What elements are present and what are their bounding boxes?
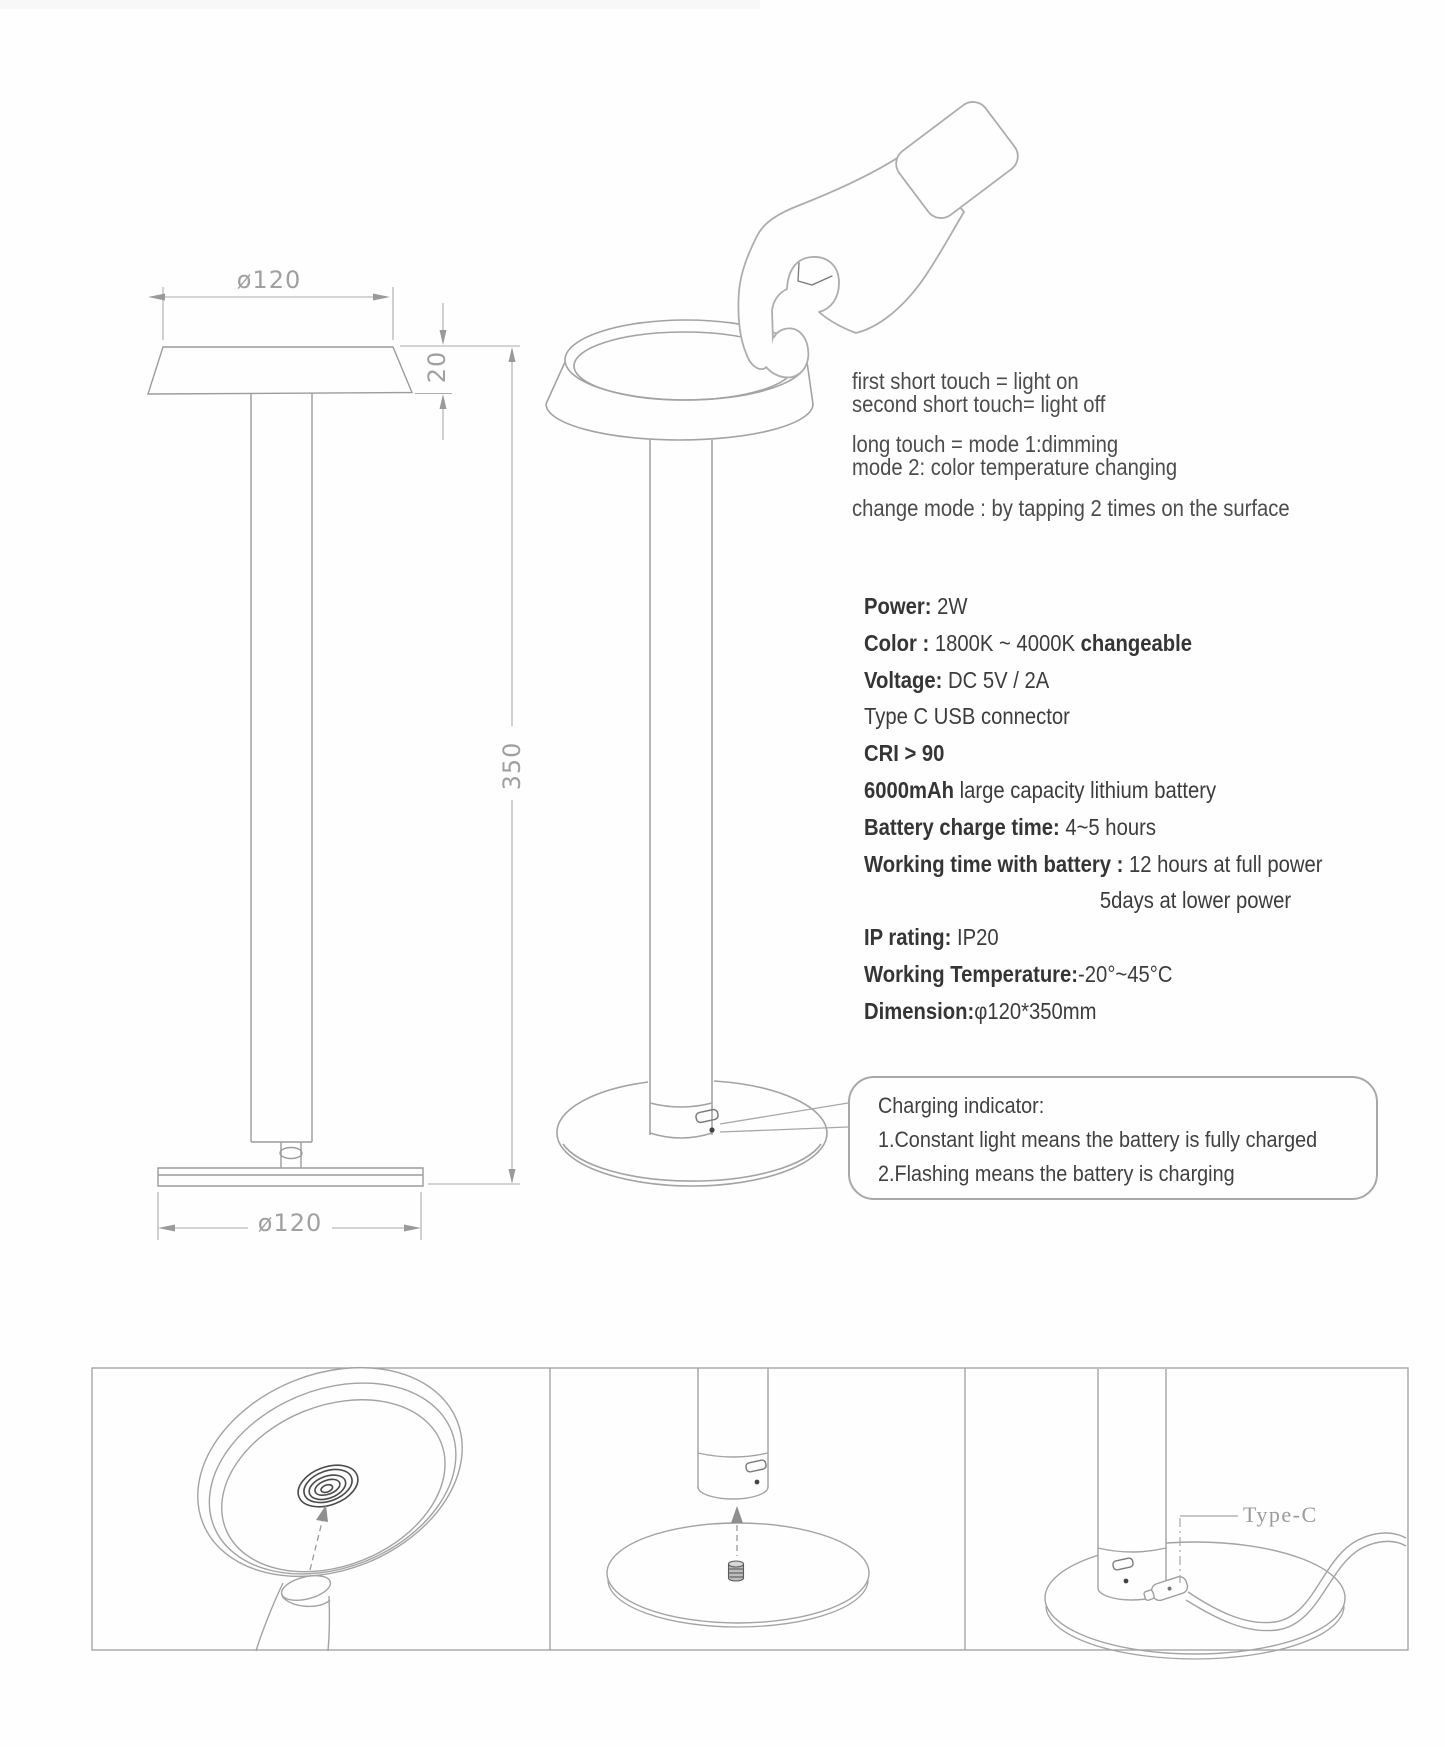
spec-line: 6000mAh large capacity lithium battery xyxy=(864,776,1217,803)
base-bottom-arc xyxy=(557,1133,827,1186)
perspective-lamp-drawing xyxy=(546,320,827,1186)
front-view-drawing xyxy=(148,347,423,1186)
usb-port-center xyxy=(695,1109,719,1123)
collar-top-curve xyxy=(650,1103,712,1107)
dimension-label-total-height: 350 xyxy=(498,741,526,791)
hand-touch-illustration xyxy=(738,96,1024,378)
base-rim-line xyxy=(563,1144,821,1181)
panel-typec-charging xyxy=(1045,1369,1406,1659)
assembly-arrow-panel2 xyxy=(731,1506,743,1556)
panel-base-assembly xyxy=(607,1368,869,1627)
spec-line: Working Temperature:-20°~45°C xyxy=(864,960,1173,987)
spec-line: Power: 2W xyxy=(864,593,968,619)
collar-bottom-curve xyxy=(650,1133,712,1138)
lamp-head-outline xyxy=(148,347,412,394)
spec-line: Dimension:φ120*350mm xyxy=(864,997,1097,1024)
led-dot-panel3 xyxy=(1124,1579,1129,1584)
base-top-arc-left xyxy=(557,1082,648,1133)
dimension-label-base-diameter: ø120 xyxy=(257,1209,323,1237)
led-indicator-dot xyxy=(709,1127,714,1132)
base-top-arc-right xyxy=(714,1081,827,1133)
head-bottom-arc xyxy=(546,404,813,440)
head-side-right xyxy=(807,362,813,404)
spec-list xyxy=(864,588,1323,1030)
dimension-lines xyxy=(150,287,520,1240)
spec-line: CRI > 90 xyxy=(864,740,945,767)
head-side-left xyxy=(546,362,565,404)
pole-piece-panel1 xyxy=(256,1571,333,1651)
typec-port-label: Type-C xyxy=(1243,1502,1318,1527)
panel2-base-rim xyxy=(608,1580,868,1627)
instruction-line: second short touch= light off xyxy=(852,391,1106,417)
touch-instructions xyxy=(852,370,1105,416)
base-plate-outline xyxy=(158,1168,423,1186)
spec-line: Battery charge time: 4~5 hours xyxy=(864,813,1156,840)
dimension-arrowheads xyxy=(148,294,516,1232)
spec-line: IP rating: IP20 xyxy=(864,924,999,951)
callout-line: 2.Flashing means the battery is charging xyxy=(878,1161,1235,1186)
spec-line: Type C USB connector xyxy=(864,703,1070,730)
panel-head-underside xyxy=(166,1330,493,1651)
typec-label-leader xyxy=(1180,1516,1238,1583)
panel3-base-rim xyxy=(1046,1606,1344,1659)
instruction-line: long touch = mode 1:dimming xyxy=(852,431,1119,457)
spec-line: 5days at lower power xyxy=(1099,887,1292,914)
callout-line: 1.Constant light means the battery is fully charged xyxy=(878,1127,1318,1152)
change-mode-instruction xyxy=(852,497,1290,520)
callout-leader-lines xyxy=(720,1103,848,1132)
panel3-base xyxy=(1045,1542,1345,1654)
mounting-screw xyxy=(729,1561,744,1581)
spec-line: Color : 1800K ~ 4000K changeable xyxy=(864,629,1192,656)
spec-line: Working time with battery : 12 hours at full power xyxy=(864,850,1323,877)
callout-text xyxy=(878,1089,1318,1191)
instruction-line: change mode : by tapping 2 times on the surface xyxy=(852,495,1290,521)
pole-port-oval xyxy=(280,1148,302,1159)
led-dot-panel2 xyxy=(755,1480,760,1485)
callout-title: Charging indicator: xyxy=(878,1093,1045,1118)
mode-instructions xyxy=(852,433,1177,479)
charging-indicator-callout xyxy=(848,1076,1378,1200)
instruction-line: first short touch = light on xyxy=(852,368,1079,394)
charging-cable xyxy=(1186,1533,1406,1631)
knuckle-crease-line xyxy=(798,263,832,285)
instruction-line: mode 2: color temperature changing xyxy=(852,454,1178,480)
dimension-label-head-height: 20 xyxy=(423,350,451,384)
spec-line: Voltage: DC 5V / 2A xyxy=(864,666,1050,693)
usb-port-panel2 xyxy=(745,1460,766,1473)
dimension-label-head-diameter: ø120 xyxy=(236,266,302,294)
